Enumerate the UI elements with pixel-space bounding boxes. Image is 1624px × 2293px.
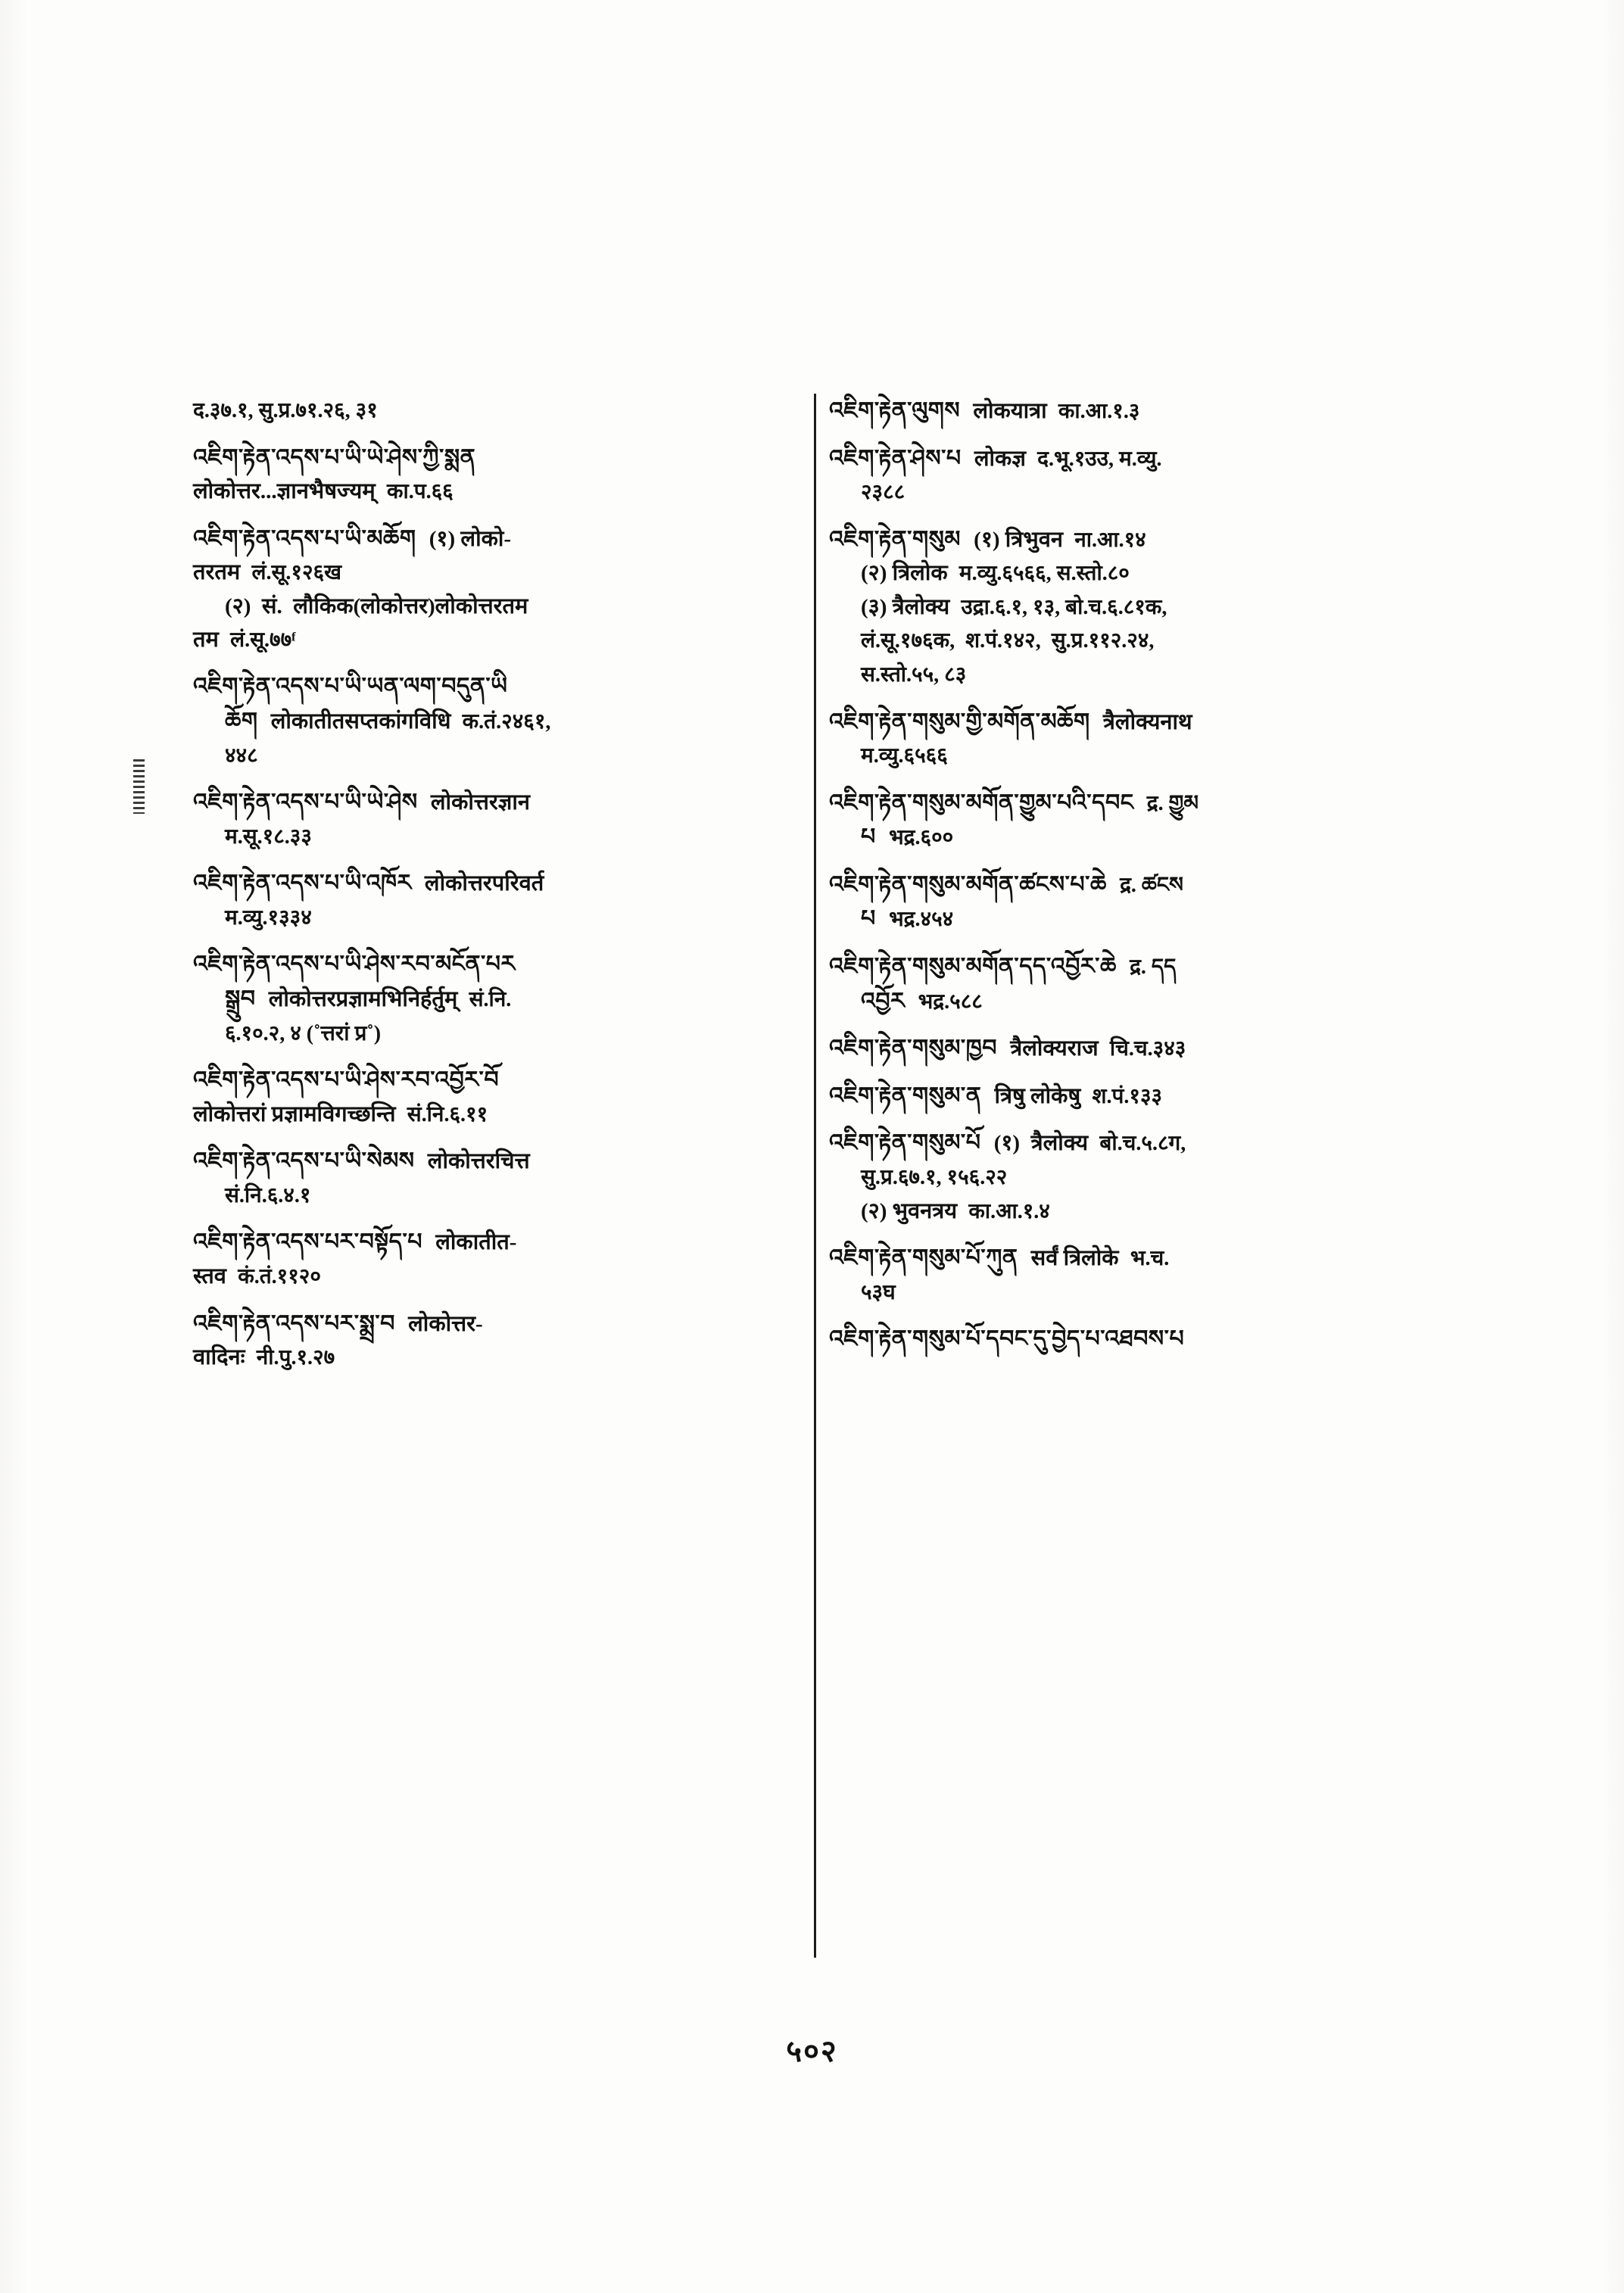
entry-line: [193, 866, 776, 901]
source-reference: म.व्यु.६५६६, स.स्तो.८०: [959, 562, 1130, 586]
entry-line: [193, 820, 776, 854]
entry-line: [829, 441, 1412, 476]
tibetan-headword: འཇིག་རྟེན་གསུམ་པོ་དབང་དུ་བྱེད་པ་འཐབས་པ: [829, 1326, 1185, 1353]
source-reference: बो.च.५.८ग,: [1099, 1132, 1186, 1156]
source-reference: भद्र.६००: [888, 826, 954, 850]
right-column: [829, 394, 1412, 1369]
source-reference: नी.पु.१.२७: [256, 1346, 335, 1370]
tibetan-headword: འཇིག་རྟེན་གསུམ་ན: [829, 1082, 982, 1109]
sanskrit-gloss: लोकोत्तरचित्त: [427, 1149, 530, 1174]
entry-line: [193, 669, 776, 704]
sanskrit-gloss: (२) त्रिलोक: [861, 561, 948, 586]
dictionary-entry: [829, 441, 1412, 509]
sanskrit-gloss: (१) त्रैलोक्य: [993, 1131, 1089, 1156]
source-reference: द्र. གྱུམ: [1146, 791, 1199, 815]
dictionary-entry: [193, 1307, 776, 1375]
entry-line: [193, 982, 776, 1017]
sanskrit-gloss: (२) भुवनत्रय: [861, 1198, 958, 1223]
tibetan-headword: འབྱོར: [861, 987, 906, 1014]
source-reference: लं.सू.७७ᶠ: [230, 628, 296, 652]
entry-line: [829, 475, 1412, 509]
source-reference: स.स्तो.५५, ८३: [861, 662, 967, 687]
tibetan-headword: འཇིག་རྟེན་འདས་པ་ཡི་ཡན་ལག་བདུན་ཡི: [193, 673, 508, 700]
entry-line: [829, 1079, 1412, 1114]
dictionary-entry: [829, 705, 1412, 773]
dictionary-entry: [829, 1079, 1412, 1114]
source-reference: सु.प्र.६७.१, १५६.२२: [861, 1166, 1008, 1189]
dictionary-entry: [829, 1241, 1412, 1309]
tibetan-headword: འཇིག་རྟེན་གསུམ: [829, 525, 961, 553]
source-reference: सं.नि.६.४.१: [225, 1183, 311, 1207]
entry-line: [829, 624, 1412, 658]
tibetan-headword: འཇིག་རྟེན་འདས་པ་ཡི་ཡེ་ཤེས: [193, 789, 418, 816]
entry-line: [829, 658, 1412, 692]
entry-line: [193, 475, 776, 509]
entry-line: [829, 739, 1412, 773]
source-reference: द्र. དད: [1130, 955, 1177, 980]
tibetan-headword: འཇིག་རྟེན་གསུམ་མགོན་གྱུམ་པའི་དབང: [829, 789, 1134, 816]
tibetan-headword: འཇིག་རྟེན་གསུམ་མགོན་དད་འབྱོར་ཆེ: [829, 953, 1117, 980]
tibetan-headword: འཇིག་རྟེན་ཤེས་པ: [829, 444, 962, 472]
dictionary-entry: [193, 669, 776, 772]
dictionary-entry: [193, 1144, 776, 1212]
sanskrit-gloss: लोकोत्तर-: [408, 1311, 483, 1336]
source-reference: लं.सू.१७६क, श.पं.१४२, सु.प्र.११२.२४,: [861, 629, 1155, 653]
entry-line: [193, 947, 776, 982]
source-reference: ५३घ: [861, 1280, 896, 1304]
entry-line: [829, 394, 1412, 428]
entry-line: [193, 739, 776, 773]
left-column: [193, 394, 776, 1388]
tibetan-headword: འཇིག་རྟེན་འདས་པ་ཡི་འཁོར: [193, 870, 412, 897]
entry-line: [829, 522, 1412, 557]
tibetan-headword: པ: [861, 824, 876, 851]
entry-line: [829, 984, 1412, 1019]
source-reference: द्र. ཚངས: [1120, 873, 1183, 897]
dictionary-entry: [193, 1225, 776, 1293]
entry-line: [193, 1341, 776, 1375]
source-reference: म.सू.१८.३३: [225, 824, 312, 849]
sanskrit-gloss: लोकयात्रा: [973, 399, 1047, 423]
sanskrit-gloss: लोकोत्तरपरिवर्त: [424, 871, 544, 896]
source-reference: का.आ.१.४: [968, 1199, 1050, 1223]
sanskrit-gloss: (१) लोको-: [429, 526, 512, 551]
source-reference: उद्रा.६.१, १३, बो.च.६.८१क,: [961, 595, 1167, 619]
entry-line: [193, 623, 776, 657]
sanskrit-gloss: लोकोत्तरज्ञान: [430, 790, 530, 815]
entry-line: [193, 1307, 776, 1341]
sanskrit-gloss: लोकज्ञ: [974, 446, 1026, 471]
entry-line: [829, 705, 1412, 740]
dictionary-entry: [193, 866, 776, 934]
tibetan-headword: འཇིག་རྟེན་འདས་པ་ཡི་ཤེས་རབ་མངོན་པར: [193, 951, 516, 978]
entry-line: [193, 1144, 776, 1179]
entry-line: [193, 1098, 776, 1132]
tibetan-headword: ཆོག: [225, 708, 258, 735]
sanskrit-gloss: स्तव: [193, 1264, 226, 1289]
dictionary-entry: [193, 785, 776, 853]
page-content: [193, 394, 1442, 1961]
sanskrit-gloss: त्रिषु लोकेषु: [994, 1083, 1081, 1108]
source-reference: कं.तं.११२०: [238, 1265, 321, 1289]
entry-line: [829, 786, 1412, 821]
sanskrit-gloss: त्रैलोक्यनाथ: [1102, 709, 1192, 734]
source-reference: भद्र.४५४: [888, 908, 954, 932]
sanskrit-gloss: तरतम: [193, 560, 241, 585]
entry-line: [829, 556, 1412, 590]
sanskrit-gloss: सर्वं त्रिलोके: [1030, 1246, 1119, 1271]
dictionary-entry: [829, 786, 1412, 855]
entry-line: [193, 1179, 776, 1213]
tibetan-headword: འཇིག་རྟེན་འདས་པར་བསྟོད་པ: [193, 1229, 422, 1256]
entry-line: [829, 1031, 1412, 1066]
entry-line: [829, 902, 1412, 936]
source-reference: का.प.६६: [386, 480, 454, 504]
source-reference: म.व्यु.१३३४: [225, 905, 312, 930]
source-reference: सं.नि.: [469, 988, 512, 1012]
tibetan-headword: སྒྲུབ: [225, 986, 256, 1013]
entry-line: [193, 1063, 776, 1098]
sanskrit-gloss: (३) त्रैलोक्य: [861, 594, 950, 619]
dictionary-entry: [829, 868, 1412, 936]
source-reference: सं.नि.६.११: [407, 1102, 488, 1126]
entry-line: [193, 590, 776, 623]
source-reference: भ.च.: [1130, 1247, 1170, 1271]
page-number: ५०२: [786, 2034, 838, 2068]
entry-line: [193, 1260, 776, 1294]
entry-line: [829, 949, 1412, 984]
source-reference: ना.आ.१४: [1074, 528, 1146, 552]
tibetan-headword: འཇིག་རྟེན་གསུམ་མགོན་ཚངས་པ་ཆེ: [829, 871, 1107, 898]
sanskrit-gloss: लोकातीत-: [435, 1230, 517, 1255]
tibetan-headword: འཇིག་རྟེན་གསུམ་གྱི་མགོན་མཆོག: [829, 708, 1090, 735]
sanskrit-gloss: लोकोत्तर...ज्ञानभैषज्यम्: [193, 479, 376, 504]
scan-edge-right: [1601, 0, 1624, 2293]
sanskrit-gloss: लोकोत्तरां प्रज्ञामविगच्छन्ति: [193, 1101, 396, 1126]
sanskrit-gloss: वादिनः: [193, 1345, 245, 1370]
dictionary-entry: [829, 522, 1412, 692]
dictionary-entry: [193, 947, 776, 1050]
sanskrit-gloss: (१) त्रिभुवन: [974, 527, 1063, 552]
entry-line: [829, 868, 1412, 902]
tibetan-headword: འཇིག་རྟེན་གསུམ་པོ་ཀུན: [829, 1245, 1018, 1272]
entry-line: [829, 1241, 1412, 1276]
sanskrit-gloss: (२) सं. लौकिक(लोकोत्तर)लोकोत्तरतम: [225, 594, 528, 618]
dictionary-entry: [193, 394, 776, 428]
source-reference: द.३७.१, सु.प्र.७१.२६, ३१: [193, 399, 378, 422]
tibetan-headword: འཇིག་རྟེན་འདས་པ་ཡི་ཡེ་ཤེས་ཀྱི་སྨན: [193, 444, 476, 471]
tibetan-headword: འཇིག་རྟེན་གསུམ་ཁྱབ: [829, 1035, 997, 1062]
entry-line: [193, 1225, 776, 1260]
entry-line: [193, 556, 776, 590]
tibetan-headword: འཇིག་རྟེན་ལུགས: [829, 397, 961, 424]
tibetan-headword: པ: [861, 905, 876, 933]
source-reference: का.आ.१.३: [1058, 400, 1140, 423]
source-reference: म.व्यु.६५६६: [861, 744, 948, 768]
binding-mark: [133, 759, 145, 814]
entry-line: [193, 522, 776, 556]
entry-line: [829, 1126, 1412, 1161]
source-reference: ६.१०.२, ४ (˚त्तरां प्र˚): [225, 1021, 382, 1045]
sanskrit-gloss: त्रैलोक्यराज: [1010, 1036, 1099, 1061]
source-reference: क.तं.२४६१,: [462, 710, 551, 734]
source-reference: द.भू.१उउ, म.व्यु.: [1037, 447, 1162, 471]
dictionary-entry: [829, 1126, 1412, 1228]
entry-line: [829, 1195, 1412, 1229]
dictionary-entry: [829, 949, 1412, 1018]
entry-line: [829, 820, 1412, 855]
tibetan-headword: འཇིག་རྟེན་འདས་པར་སྨྲ་བ: [193, 1310, 395, 1337]
dictionary-entry: [829, 1322, 1412, 1357]
source-reference: ४४८: [225, 743, 258, 768]
entry-line: [829, 1322, 1412, 1357]
entry-line: [193, 1017, 776, 1051]
dictionary-entry: [193, 522, 776, 657]
entry-line: [193, 901, 776, 935]
entry-line: [829, 1161, 1412, 1195]
dictionary-entry: [193, 441, 776, 509]
sanskrit-gloss: लोकातीतसप्तकांगविधि: [270, 709, 451, 734]
entry-line: [193, 441, 776, 475]
tibetan-headword: འཇིག་རྟེན་འདས་པ་ཡི་སེམས: [193, 1148, 415, 1175]
source-reference: भद्र.५८८: [918, 989, 983, 1014]
scan-edge-left: [0, 0, 27, 2293]
tibetan-headword: འཇིག་རྟེན་གསུམ་པོ: [829, 1129, 981, 1157]
dictionary-entry: [193, 1063, 776, 1131]
entry-line: [193, 785, 776, 820]
dictionary-entry: [829, 1031, 1412, 1066]
entry-line: [193, 704, 776, 739]
sanskrit-gloss: लोकोत्तरप्रज्ञामभिनिर्हर्तुम्: [268, 987, 458, 1012]
tibetan-headword: འཇིག་རྟེན་འདས་པ་ཡི་མཆོག: [193, 525, 416, 552]
source-reference: चि.च.३४३: [1109, 1037, 1186, 1061]
sanskrit-gloss: तम: [193, 627, 219, 652]
entry-line: [829, 590, 1412, 625]
tibetan-headword: འཇིག་རྟེན་འདས་པ་ཡི་ཤེས་རབ་འབྱོར་བོ: [193, 1067, 500, 1094]
source-reference: श.पं.१३३: [1092, 1084, 1163, 1108]
entry-line: [193, 394, 776, 428]
source-reference: २३८८: [861, 481, 906, 505]
entry-line: [829, 1276, 1412, 1310]
source-reference: लं.सू.१२६ख: [251, 561, 342, 585]
dictionary-entry: [829, 394, 1412, 428]
